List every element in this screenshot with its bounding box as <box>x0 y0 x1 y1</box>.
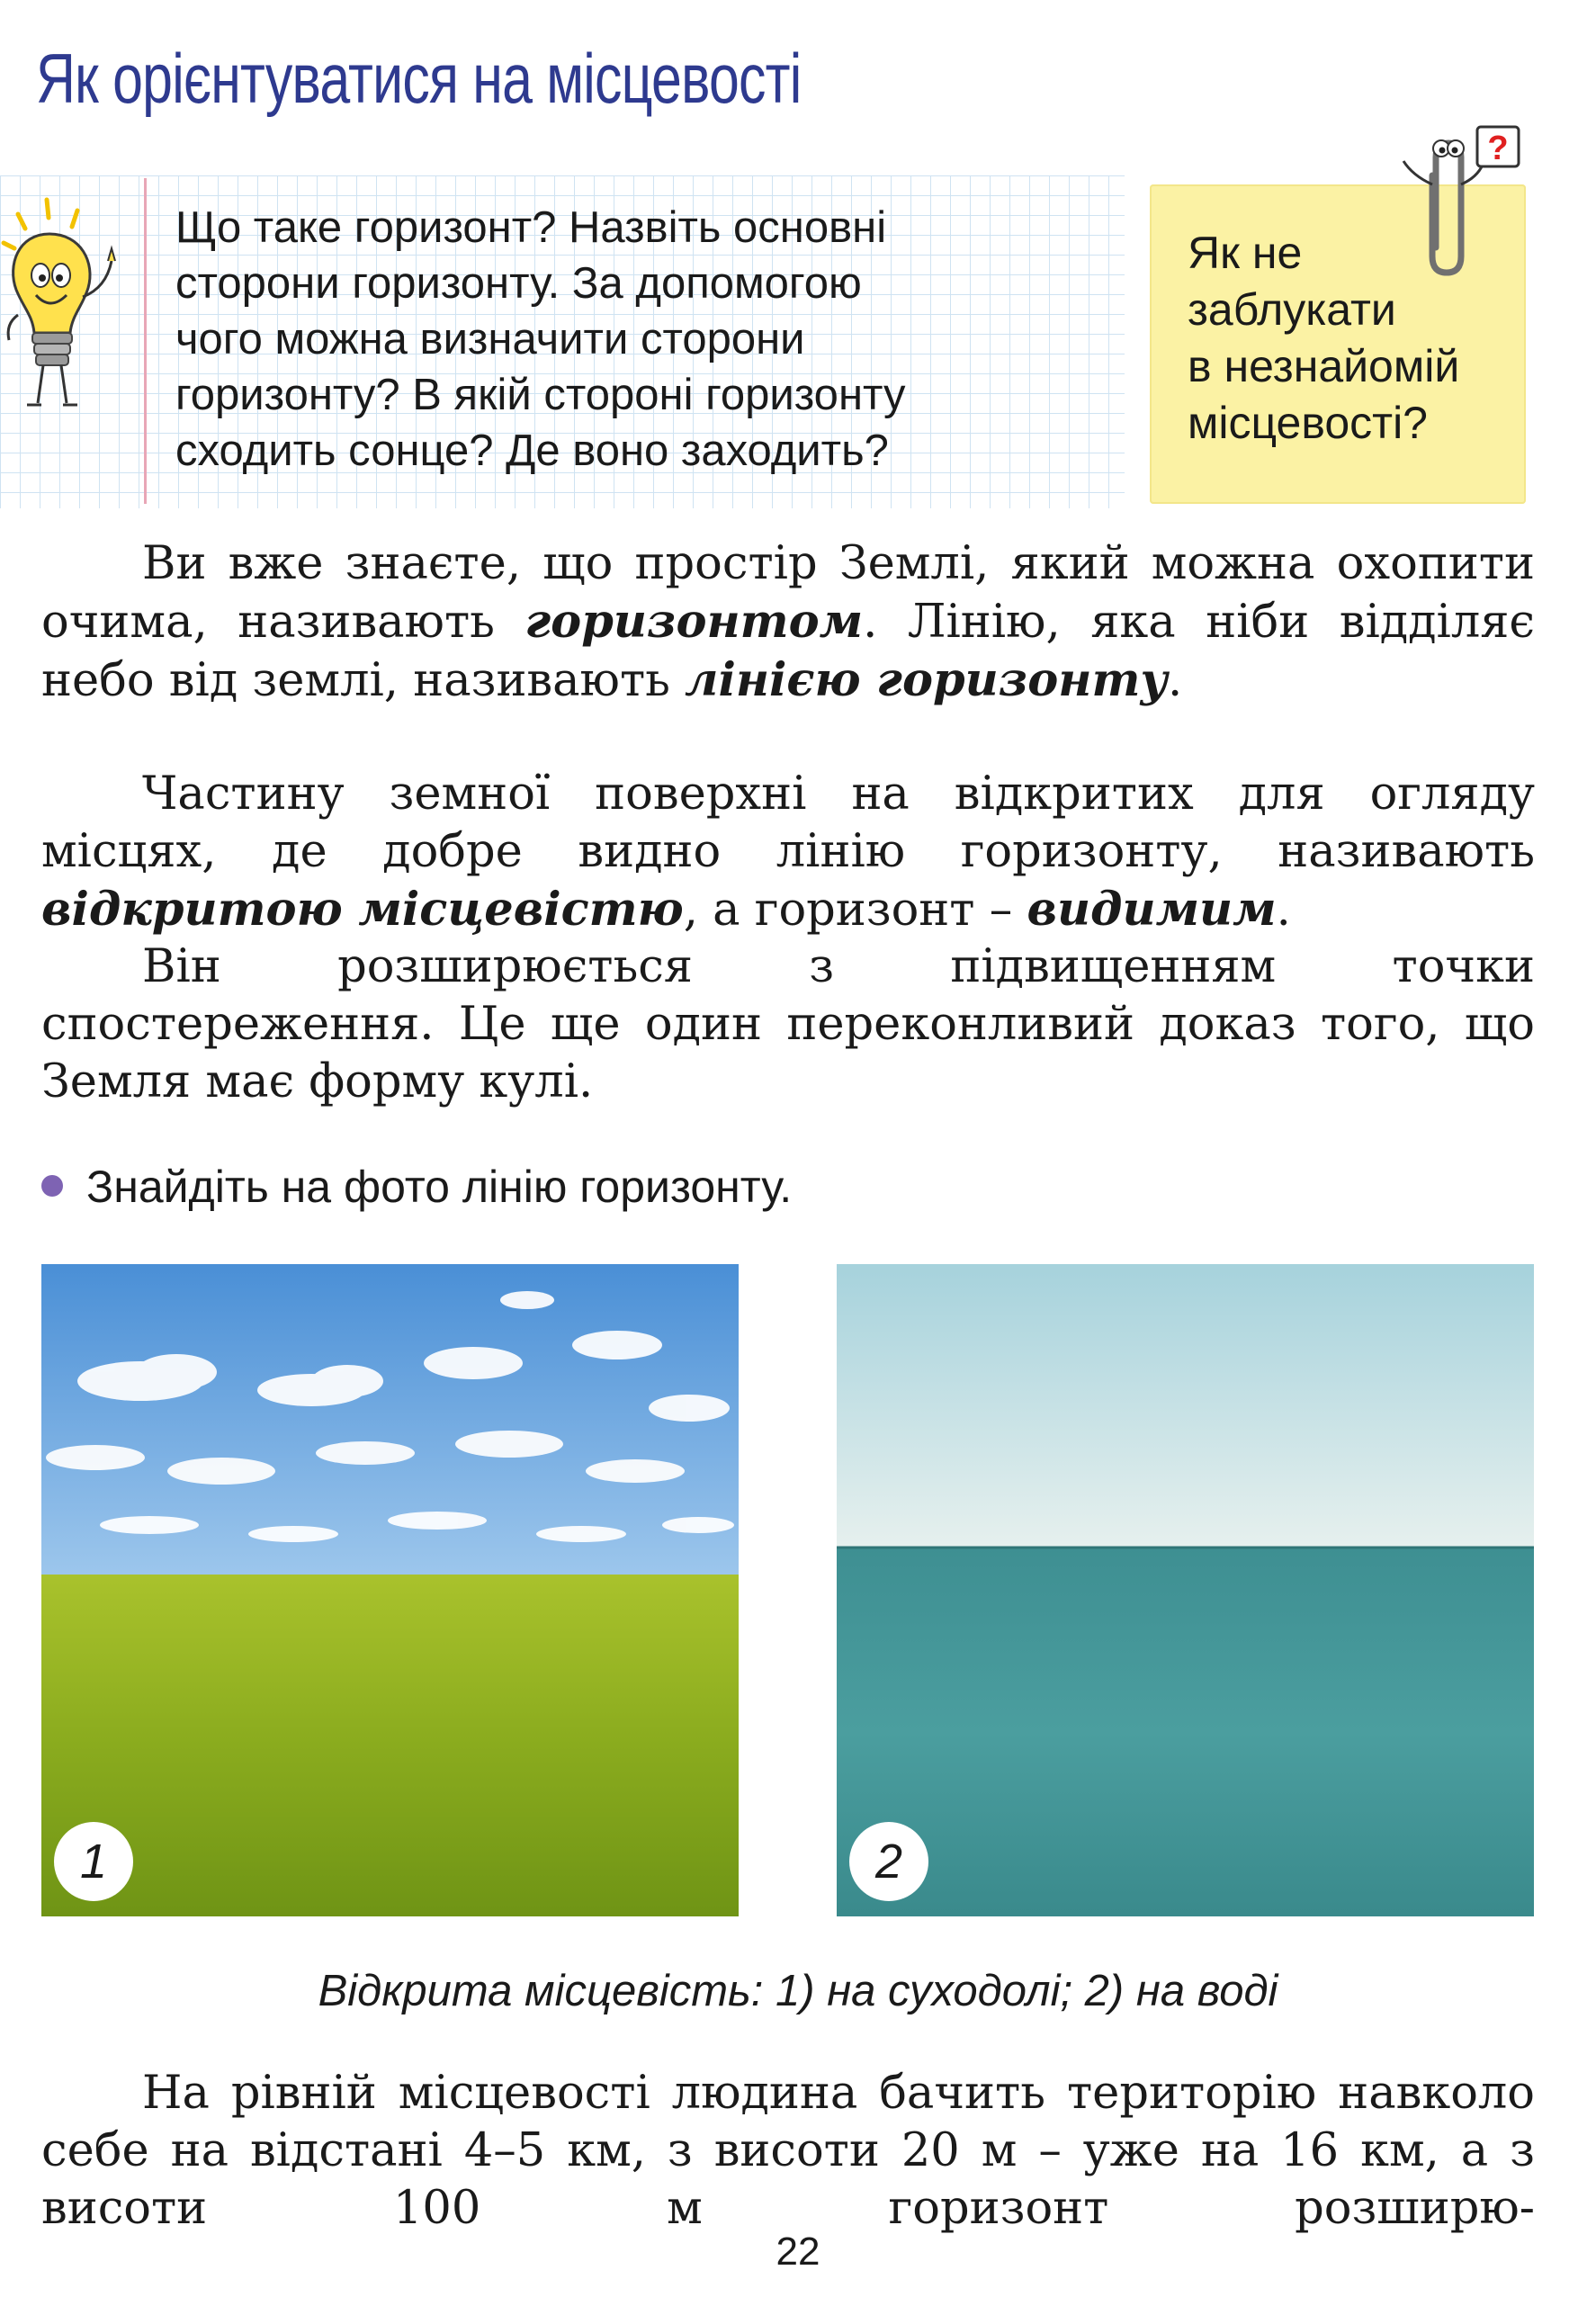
paragraph-text: . <box>1167 654 1183 707</box>
paragraph-text: , а горизонт – <box>683 884 1027 937</box>
question-line: сторони горизонту. За допомогою <box>175 259 862 308</box>
paragraph-text: На рівній місцевості людина бачить територію навколо себе на відстані 4–5 км, з висоти 20 м – уже на 16 км, а з висоти 100 м горизонт розширю- <box>41 2067 1535 2235</box>
sticky-line: місцевості? <box>1188 398 1428 448</box>
photo-field <box>41 1264 739 1916</box>
paragraph-horizon-definition <box>41 535 1535 710</box>
paragraph-text: Частину земної поверхні на відкритих для огляду місцях, де добре видно лінію горизонту, називають <box>41 767 1535 878</box>
photo-caption: Відкрита місцевість: 1) на суходолі; 2) на воді <box>318 1967 1278 2015</box>
sticky-line: в незнайомій <box>1188 341 1460 391</box>
sticky-line: Як не <box>1188 228 1303 278</box>
paragraph-open-terrain <box>41 766 1535 939</box>
lightbulb-mascot-icon <box>0 189 126 423</box>
paragraph-text: Він розширюється з підвищенням точки спостереження. Це ще один переконливий доказ того, що Земля має форму кулі. <box>41 940 1535 1108</box>
paperclip-mascot-icon <box>1376 121 1529 279</box>
question-line: Що таке горизонт? Назвіть основні <box>175 203 887 252</box>
grid-margin-line <box>144 178 147 504</box>
field-landscape-image <box>41 1264 739 1916</box>
bullet-marker <box>41 1175 63 1197</box>
term-visible: видимим <box>1027 883 1277 937</box>
paragraph-visibility-distance <box>41 2065 1535 2238</box>
term-horizon: горизонтом <box>525 595 864 649</box>
page-number: 22 <box>776 2230 820 2274</box>
questions-text <box>175 200 1093 479</box>
photo-sea <box>837 1264 1534 1916</box>
question-line: сходить сонце? Де воно заходить? <box>175 426 889 475</box>
term-horizon-line: лінією горизонту <box>685 653 1168 707</box>
sea-landscape-image <box>837 1264 1534 1916</box>
photo-number-2: 2 <box>849 1822 928 1901</box>
question-line: горизонту? В якій стороні горизонту <box>175 371 906 419</box>
paragraph-text: Ви вже знаєте, що простір Землі, який можна охопити очима, називають <box>41 537 1535 649</box>
sticky-question-mark: ? <box>1487 130 1509 167</box>
task-bullet-text: Знайдіть на фото лінію горизонту. <box>86 1162 793 1212</box>
paragraph-earth-shape <box>41 938 1535 1111</box>
photo-number-1: 1 <box>54 1822 133 1901</box>
term-open-terrain: відкритою місцевістю <box>41 883 684 937</box>
paragraph-text: . Лінію, яка ніби відділяє небо від землі, називають <box>41 596 1536 707</box>
sticky-line: заблукати <box>1188 284 1396 335</box>
page-title: Як орієнтуватися на місцевості <box>36 39 802 118</box>
paragraph-text: . <box>1276 884 1291 937</box>
question-line: чого можна визначити сторони <box>175 315 805 363</box>
